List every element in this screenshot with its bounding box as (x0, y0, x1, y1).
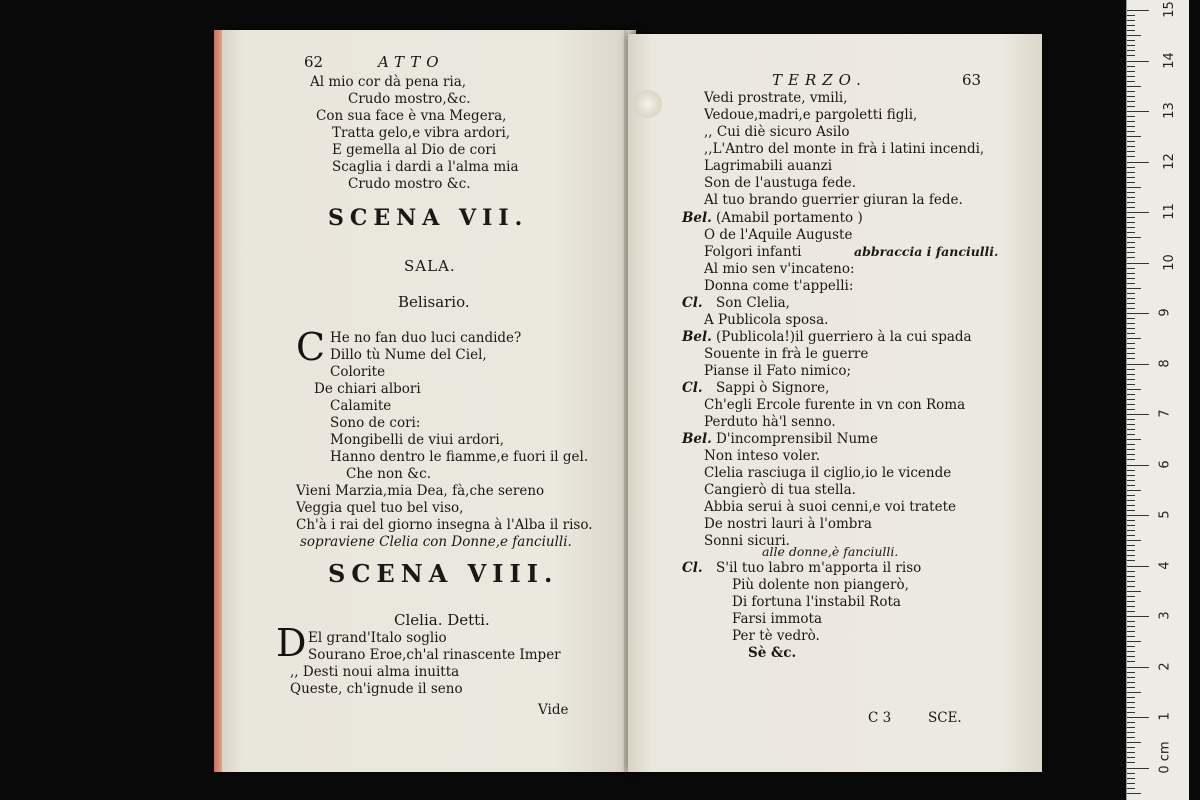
ruler-tick (1127, 475, 1135, 476)
ruler-tick (1127, 525, 1135, 526)
ruler-tick (1127, 459, 1135, 460)
ruler-tick (1127, 35, 1141, 36)
ruler-tick (1127, 752, 1135, 753)
stage-direction: abbraccia i fanciulli. (854, 244, 999, 259)
catchword-left: Vide (538, 702, 569, 718)
ruler-tick (1127, 162, 1149, 163)
ruler-tick (1127, 338, 1141, 339)
ruler-tick (1127, 470, 1135, 471)
ruler-number: 10 (1161, 253, 1177, 271)
ruler-number: 3 (1157, 611, 1173, 620)
ruler-tick (1127, 66, 1135, 67)
ruler-tick (1127, 778, 1135, 779)
ruler-number: 4 (1157, 560, 1173, 570)
ruler-tick (1127, 566, 1149, 567)
scene-7-title: SCENA VII. (328, 205, 529, 231)
ruler-tick (1127, 591, 1141, 592)
ruler-number: 8 (1157, 358, 1173, 368)
ruler-tick (1127, 384, 1135, 385)
wax-stain (634, 90, 662, 118)
ruler-tick (1127, 687, 1135, 688)
ruler-tick (1127, 318, 1135, 319)
verse-line: Scaglia i dardi a l'alma mia (332, 159, 519, 175)
ruler-tick (1127, 30, 1135, 31)
ruler-tick (1127, 55, 1135, 56)
ruler-tick (1127, 207, 1135, 208)
ruler-tick (1127, 343, 1135, 344)
ruler-tick (1127, 596, 1135, 597)
ruler-tick (1127, 101, 1135, 102)
stage-direction: alle donne,è fanciulli. (762, 544, 899, 559)
ruler-tick (1127, 667, 1149, 668)
ruler-tick (1127, 414, 1149, 415)
ruler-tick (1127, 131, 1135, 132)
ruler-tick (1127, 217, 1135, 218)
ruler-tick (1127, 182, 1135, 183)
dialogue-line: Sonni sicuri. (704, 533, 790, 549)
drop-cap-c: C (296, 325, 326, 369)
ruler-tick (1127, 656, 1135, 657)
ruler-tick (1127, 520, 1135, 521)
ruler-tick (1127, 374, 1135, 375)
scene-8-cast: Clelia. Detti. (394, 611, 490, 629)
ruler-tick (1127, 793, 1141, 794)
ruler-tick (1127, 702, 1135, 703)
ruler-tick (1127, 606, 1135, 607)
verse-line: Farsi immota (732, 611, 823, 627)
verse-line: Più dolente non piangerò, (732, 577, 909, 593)
right-page (628, 34, 1042, 772)
ruler-tick (1127, 81, 1135, 82)
verse-line: Dillo tù Nume del Ciel, (330, 347, 487, 363)
ruler-number: 13 (1161, 102, 1177, 119)
verse-line: Crudo mostro &c. (348, 176, 471, 192)
ruler-tick (1127, 40, 1135, 41)
ruler-tick (1127, 510, 1135, 511)
ruler-tick (1127, 732, 1135, 733)
ruler-tick (1127, 697, 1135, 698)
ruler-tick (1127, 121, 1135, 122)
verse-line: Calamite (330, 398, 392, 414)
ruler-tick (1127, 298, 1135, 299)
ruler-tick (1127, 263, 1149, 264)
ruler-tick (1127, 328, 1135, 329)
dialogue-line: Souente in frà le guerre (704, 346, 869, 362)
ruler-tick (1127, 465, 1149, 466)
ruler-tick (1127, 106, 1135, 107)
ruler-number: 2 (1157, 661, 1173, 671)
verse-line: Veggia quel tuo bel viso, (296, 500, 464, 516)
ruler-number: 12 (1161, 152, 1177, 170)
ruler-tick (1127, 560, 1135, 561)
ruler-tick (1127, 742, 1141, 743)
ruler-tick (1127, 449, 1135, 450)
ruler-tick (1127, 116, 1135, 117)
ruler-tick (1127, 480, 1135, 481)
stage-direction: sopraviene Clelia con Donne,e fanciulli. (300, 534, 572, 550)
ruler-tick (1127, 404, 1135, 405)
ruler-tick (1127, 636, 1135, 637)
ruler-tick (1127, 348, 1135, 349)
verse-line: ,, Desti noui alma inuitta (290, 664, 460, 680)
verse-line: Vedi prostrate, vmili, (704, 90, 848, 106)
ruler-tick (1127, 707, 1135, 708)
ruler-number: 5 (1157, 510, 1173, 519)
dialogue-line: A Publicola sposa. (704, 312, 829, 328)
ruler-tick (1127, 762, 1135, 763)
ruler-tick (1127, 788, 1135, 789)
dialogue-line: Folgori infanti (704, 244, 802, 260)
ruler-tick (1127, 45, 1135, 46)
verse-line: Queste, ch'ignude il seno (290, 681, 463, 697)
ruler-number: 14 (1161, 51, 1177, 69)
ruler-number: 9 (1157, 308, 1173, 317)
ruler-tick (1127, 515, 1149, 516)
ruler-tick (1127, 424, 1135, 425)
scene-7-place: SALA. (404, 257, 456, 275)
verse-line: Che non &c. (346, 466, 431, 482)
ruler-tick (1127, 586, 1135, 587)
dialogue-line: (Publicola!)il guerriero à la cui spada (716, 329, 972, 345)
ruler-tick (1127, 409, 1135, 410)
ruler-number: 15 (1161, 1, 1177, 18)
verse-line: Di fortuna l'instabil Rota (732, 594, 901, 610)
ruler-tick (1127, 616, 1149, 617)
speaker-label: Bel. (682, 431, 712, 447)
ruler-tick (1127, 454, 1135, 455)
verse-line: ,, Cui diè sicuro Asilo (704, 124, 850, 140)
ruler-tick (1127, 227, 1135, 228)
ruler-tick (1127, 192, 1135, 193)
left-page (218, 30, 636, 772)
verse-line: Vieni Marzia,mia Dea, fà,che sereno (296, 483, 545, 499)
dialogue-line: Pianse il Fato nimico; (704, 363, 851, 379)
ruler-tick (1127, 677, 1135, 678)
ruler-tick (1127, 631, 1135, 632)
ruler-tick (1127, 500, 1135, 501)
dialogue-line: D'incomprensibil Nume (716, 431, 878, 447)
ruler-tick (1127, 242, 1135, 243)
scene-8-title: SCENA VIII. (328, 559, 559, 588)
ruler-tick (1127, 682, 1135, 683)
ruler-tick (1127, 323, 1135, 324)
dialogue-line: De nostri lauri à l'ombra (704, 516, 872, 532)
verse-line: S'il tuo labro m'apporta il riso (716, 560, 922, 576)
ruler-tick (1127, 333, 1135, 334)
ruler-tick (1127, 434, 1135, 435)
ruler-tick (1127, 737, 1135, 738)
ruler-tick (1127, 202, 1135, 203)
ruler-number: 7 (1157, 409, 1173, 418)
ruler-tick (1127, 540, 1141, 541)
ruler-tick (1127, 232, 1135, 233)
drop-cap-d: D (276, 621, 307, 665)
verse-line: Al mio cor dà pena ria, (310, 74, 467, 90)
ruler-tick (1127, 151, 1135, 152)
ruler-tick (1127, 444, 1135, 445)
speaker-label: Cl. (682, 295, 703, 311)
ruler-tick (1127, 621, 1135, 622)
ruler-tick (1127, 126, 1135, 127)
ruler-tick (1127, 273, 1135, 274)
red-page-edge (214, 30, 222, 772)
ruler-tick (1127, 257, 1135, 258)
ruler-tick (1127, 111, 1149, 112)
ruler-tick (1127, 313, 1149, 314)
verse-line: Mongibelli de viui ardori, (330, 432, 504, 448)
ruler-tick (1127, 308, 1135, 309)
ruler-tick (1127, 773, 1135, 774)
verse-line: Al tuo brando guerrier giuran la fede. (704, 192, 963, 208)
ruler-tick (1127, 712, 1135, 713)
ruler-number: 0 cm (1157, 740, 1173, 774)
ruler-tick (1127, 364, 1149, 365)
ruler-tick (1127, 237, 1141, 238)
running-head-right: TERZO. (772, 71, 867, 89)
ruler-tick (1127, 278, 1135, 279)
ruler-tick (1127, 550, 1135, 551)
ruler-tick (1127, 50, 1135, 51)
speaker-label: Bel. (682, 210, 712, 226)
ruler-tick (1127, 601, 1135, 602)
scene-7-cast: Belisario. (398, 293, 470, 311)
ruler-tick (1127, 757, 1135, 758)
ruler-tick (1127, 379, 1135, 380)
ruler-tick (1127, 717, 1149, 718)
dialogue-line: Son Clelia, (716, 295, 790, 311)
ruler-tick (1127, 172, 1135, 173)
verse-line: E gemella al Dio de cori (332, 142, 497, 158)
ruler-tick (1127, 247, 1135, 248)
page-number-right: 63 (962, 71, 982, 89)
ruler-tick (1127, 389, 1141, 390)
ruler-tick (1127, 399, 1135, 400)
ruler-tick (1127, 136, 1141, 137)
ruler-tick (1127, 581, 1135, 582)
dialogue-line: O de l'Aquile Auguste (704, 227, 853, 243)
ruler-tick (1127, 293, 1135, 294)
ruler-tick (1127, 283, 1135, 284)
ruler-tick (1127, 61, 1149, 62)
ruler-tick (1127, 20, 1135, 21)
ruler-tick (1127, 167, 1135, 168)
verse-line: Crudo mostro,&c. (348, 91, 471, 107)
verse-line: Tratta gelo,e vibra ardori, (332, 125, 511, 141)
ruler-tick (1127, 626, 1135, 627)
dialogue-line: (Amabil portamento ) (716, 210, 863, 226)
ruler-tick (1127, 353, 1135, 354)
ruler-tick (1127, 212, 1149, 213)
ruler-tick (1127, 141, 1135, 142)
ruler-tick (1127, 15, 1135, 16)
ruler-tick (1127, 555, 1135, 556)
ruler-tick (1127, 177, 1135, 178)
dialogue-line: Non inteso voler. (704, 448, 821, 464)
ruler-tick (1127, 530, 1135, 531)
speaker-label: Bel. (682, 329, 712, 345)
ruler-tick (1127, 268, 1135, 269)
ruler-tick (1127, 646, 1135, 647)
ruler-tick (1127, 429, 1135, 430)
ruler-tick (1127, 86, 1141, 87)
running-head-left: ATTO (378, 53, 445, 71)
ruler-tick (1127, 146, 1135, 147)
ruler-tick (1127, 439, 1141, 440)
ruler-tick (1127, 10, 1149, 11)
ruler-tick (1127, 692, 1141, 693)
ruler-tick (1127, 576, 1135, 577)
ruler-tick (1127, 197, 1135, 198)
verse-line: Colorite (330, 364, 386, 380)
ruler-tick (1127, 25, 1135, 26)
verse-line: Sono de cori: (330, 415, 421, 431)
verse-line: ,,L'Antro del monte in frà i latini incendi, (704, 141, 985, 157)
verse-line: Hanno dentro le fiamme,e fuori il gel. (330, 449, 589, 465)
ruler-tick (1127, 747, 1135, 748)
ruler-number: 6 (1157, 459, 1173, 469)
ruler-tick (1127, 495, 1135, 496)
ruler-tick (1127, 288, 1141, 289)
verse-line: He no fan duo luci candide? (330, 330, 522, 346)
verse-line: El grand'Italo soglio (308, 630, 447, 646)
catchword-right: SCE. (928, 710, 962, 726)
ruler-number: 11 (1161, 203, 1177, 220)
dialogue-line: Clelia rasciuga il ciglio,io le vicende (704, 465, 952, 481)
ruler-tick (1127, 641, 1141, 642)
ruler-tick (1127, 419, 1135, 420)
verse-line: Sè &c. (748, 645, 797, 661)
ruler-tick (1127, 651, 1135, 652)
verse-line: Per tè vedrò. (732, 628, 820, 644)
ruler-tick (1127, 485, 1135, 486)
ruler-tick (1127, 611, 1135, 612)
page-number-left: 62 (304, 53, 324, 71)
ruler-tick (1127, 156, 1135, 157)
ruler-tick (1127, 727, 1135, 728)
measurement-ruler (1126, 0, 1189, 800)
ruler-tick (1127, 661, 1135, 662)
ruler-tick (1127, 187, 1141, 188)
ruler-tick (1127, 545, 1135, 546)
ruler-tick (1127, 96, 1135, 97)
ruler-tick (1127, 71, 1135, 72)
ruler-tick (1127, 490, 1141, 491)
dialogue-line: Perduto hà'l senno. (704, 414, 836, 430)
dialogue-line: Donna come t'appelli: (704, 278, 854, 294)
speaker-label: Cl. (682, 380, 703, 396)
ruler-tick (1127, 252, 1135, 253)
ruler-tick (1127, 672, 1135, 673)
dialogue-line: Abbia serui à suoi cenni,e voi tratete (704, 499, 957, 515)
ruler-tick (1127, 358, 1135, 359)
ruler-tick (1127, 91, 1135, 92)
signature-mark: C 3 (868, 710, 892, 726)
dialogue-line: Al mio sen v'incateno: (704, 261, 855, 277)
verse-line: Con sua face è vna Megera, (316, 108, 507, 124)
verse-line: De chiari albori (314, 381, 421, 397)
ruler-tick (1127, 369, 1135, 370)
ruler-tick (1127, 535, 1135, 536)
ruler-tick (1127, 783, 1135, 784)
ruler-number: 1 (1157, 712, 1173, 721)
ruler-tick (1127, 571, 1135, 572)
speaker-label: Cl. (682, 560, 703, 576)
verse-line: Ch'à i rai del giorno insegna à l'Alba il riso. (296, 517, 593, 533)
ruler-tick (1127, 394, 1135, 395)
ruler-tick (1127, 76, 1135, 77)
ruler-tick (1127, 768, 1149, 769)
ruler-tick (1127, 222, 1135, 223)
verse-line: Vedoue,madri,e pargoletti figli, (704, 107, 918, 123)
verse-line: Sourano Eroe,ch'al rinascente Imper (308, 647, 561, 663)
verse-line: Lagrimabili auanzi (704, 158, 833, 174)
ruler-tick (1127, 303, 1135, 304)
ruler-tick (1127, 505, 1135, 506)
dialogue-line: Sappi ò Signore, (716, 380, 830, 396)
ruler-tick (1127, 722, 1135, 723)
dialogue-line: Ch'egli Ercole furente in vn con Roma (704, 397, 966, 413)
verse-line: Son de l'austuga fede. (704, 175, 856, 191)
dialogue-line: Cangierò di tua stella. (704, 482, 856, 498)
